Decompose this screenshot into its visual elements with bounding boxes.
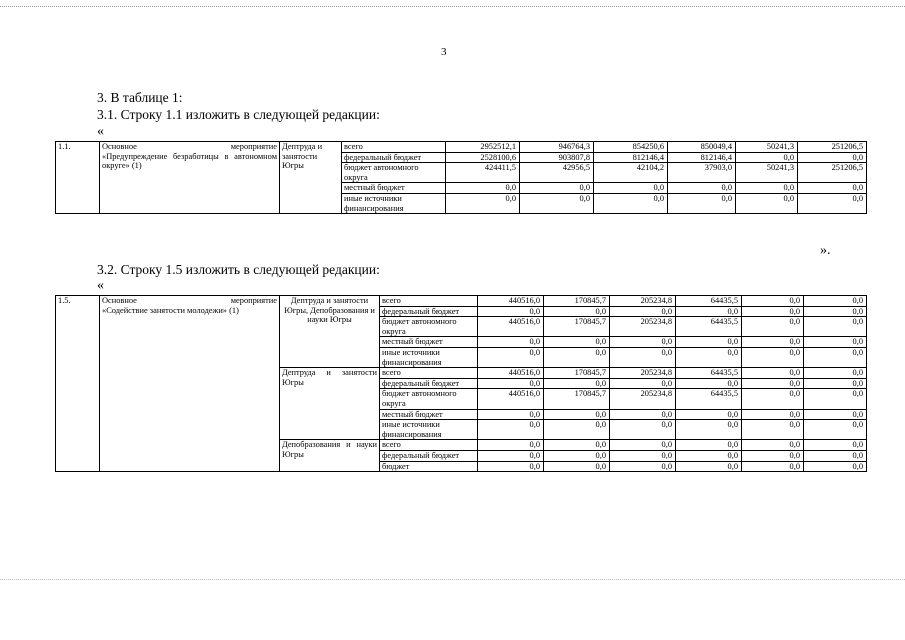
executor-name: Дептруда и занятости Югры (280, 368, 380, 440)
amount-cell: 440516,0 (478, 389, 544, 409)
amount-cell: 170845,7 (544, 317, 610, 337)
amount-cell: 170845,7 (544, 296, 610, 307)
amount-cell: 0,0 (676, 306, 742, 317)
amount-cell: 0,0 (594, 183, 668, 194)
amount-cell: 0,0 (610, 450, 676, 461)
amount-cell: 0,0 (478, 409, 544, 420)
amount-cell: 0,0 (676, 440, 742, 451)
amount-cell: 0,0 (544, 409, 610, 420)
table-row-1-5 (55, 295, 867, 472)
amount-cell: 205234,8 (610, 317, 676, 337)
amount-cell: 0,0 (676, 347, 742, 367)
amount-cell: 2952512,1 (446, 142, 520, 153)
amount-cell: 0,0 (610, 306, 676, 317)
amount-cell: 0,0 (676, 378, 742, 389)
finance-source-label: бюджет автономного округа (342, 163, 446, 183)
finance-source-label: бюджет (380, 461, 478, 472)
amount-cell: 0,0 (742, 296, 804, 307)
amount-cell: 0,0 (544, 440, 610, 451)
amount-cell: 50241,3 (736, 142, 798, 153)
amount-cell: 946764,3 (520, 142, 594, 153)
amount-cell: 0,0 (478, 461, 544, 472)
amount-cell: 850049,4 (668, 142, 736, 153)
amount-cell: 0,0 (610, 440, 676, 451)
event-name (100, 296, 280, 472)
amount-cell: 2528100,6 (446, 152, 520, 163)
amount-cell: 424411,5 (446, 163, 520, 183)
amount-cell: 0,0 (610, 409, 676, 420)
amount-cell: 0,0 (804, 368, 867, 379)
subsection-3-2-title: 3.2. Строку 1.5 изложить в следующей редакции: (97, 262, 380, 277)
amount-cell: 64435,5 (676, 317, 742, 337)
amount-cell: 0,0 (544, 306, 610, 317)
amount-cell: 0,0 (804, 317, 867, 337)
amount-cell: 0,0 (742, 317, 804, 337)
amount-cell: 0,0 (804, 440, 867, 451)
amount-cell: 0,0 (478, 306, 544, 317)
amount-cell: 0,0 (668, 183, 736, 194)
finance-source-label: иные источники финансирования (342, 193, 446, 213)
amount-cell: 0,0 (520, 193, 594, 213)
open-quote-2: « (97, 278, 104, 293)
subsection-3-1-title: 3.1. Строку 1.1 изложить в следующей редакции: (97, 107, 380, 122)
amount-cell: 0,0 (594, 193, 668, 213)
amount-cell: 0,0 (544, 337, 610, 348)
amount-cell: 0,0 (798, 152, 867, 163)
amount-cell: 0,0 (544, 378, 610, 389)
amount-cell: 0,0 (478, 420, 544, 440)
amount-cell: 0,0 (610, 337, 676, 348)
close-quote-1: ». (820, 243, 831, 258)
finance-source-label: федеральный бюджет (380, 450, 478, 461)
amount-cell: 0,0 (668, 193, 736, 213)
finance-source-label: иные источники финансирования (380, 420, 478, 440)
event-name (100, 142, 280, 214)
amount-cell: 0,0 (478, 347, 544, 367)
amount-cell: 0,0 (742, 378, 804, 389)
amount-cell: 0,0 (610, 461, 676, 472)
amount-cell: 170845,7 (544, 389, 610, 409)
amount-cell: 0,0 (804, 420, 867, 440)
amount-cell: 0,0 (478, 440, 544, 451)
amount-cell: 0,0 (676, 337, 742, 348)
amount-cell: 0,0 (804, 306, 867, 317)
amount-cell: 0,0 (736, 152, 798, 163)
finance-source-label: всего (342, 142, 446, 153)
amount-cell: 812146,4 (594, 152, 668, 163)
amount-cell: 0,0 (736, 193, 798, 213)
finance-source-label: бюджет автономного округа (380, 317, 478, 337)
event-title-line1: Основное мероприятие (102, 142, 277, 151)
amount-cell: 0,0 (544, 461, 610, 472)
finance-source-label: федеральный бюджет (380, 378, 478, 389)
amount-cell: 64435,5 (676, 368, 742, 379)
amount-cell: 0,0 (742, 409, 804, 420)
amount-cell: 440516,0 (478, 296, 544, 307)
section-heading: 3. В таблице 1: (97, 90, 183, 105)
amount-cell: 0,0 (742, 461, 804, 472)
amount-cell: 0,0 (676, 409, 742, 420)
event-title-rest: «Содействие занятости молодежи» (1) (102, 305, 239, 315)
finance-source-label: местный бюджет (342, 183, 446, 194)
amount-cell: 0,0 (610, 347, 676, 367)
amount-cell: 0,0 (736, 183, 798, 194)
event-title-rest: «Предупреждение безработицы в автономном округе» (1) (102, 151, 277, 171)
amount-cell: 205234,8 (610, 389, 676, 409)
amount-cell: 0,0 (478, 450, 544, 461)
finance-source-label: всего (380, 440, 478, 451)
finance-source-label: иные источники финансирования (380, 347, 478, 367)
amount-cell: 64435,5 (676, 296, 742, 307)
amount-cell: 42104,2 (594, 163, 668, 183)
amount-cell: 251206,5 (798, 142, 867, 153)
amount-cell: 0,0 (544, 450, 610, 461)
amount-cell: 0,0 (478, 378, 544, 389)
amount-cell: 205234,8 (610, 368, 676, 379)
row-number: 1.1. (56, 142, 100, 214)
table-row-1-1 (55, 141, 867, 214)
amount-cell: 205234,8 (610, 296, 676, 307)
amount-cell: 0,0 (520, 183, 594, 194)
finance-source-label: бюджет автономного округа (380, 389, 478, 409)
amount-cell: 0,0 (742, 347, 804, 367)
amount-cell: 440516,0 (478, 368, 544, 379)
amount-cell: 0,0 (804, 461, 867, 472)
amount-cell: 440516,0 (478, 317, 544, 337)
amount-cell: 170845,7 (544, 368, 610, 379)
finance-source-label: местный бюджет (380, 409, 478, 420)
amount-cell: 0,0 (676, 461, 742, 472)
amount-cell: 0,0 (804, 409, 867, 420)
amount-cell: 0,0 (742, 420, 804, 440)
amount-cell: 0,0 (446, 193, 520, 213)
amount-cell: 0,0 (798, 193, 867, 213)
amount-cell: 251206,5 (798, 163, 867, 183)
scan-edge-bottom (0, 579, 905, 580)
amount-cell: 0,0 (742, 440, 804, 451)
amount-cell: 0,0 (742, 389, 804, 409)
amount-cell: 0,0 (804, 389, 867, 409)
amount-cell: 0,0 (742, 368, 804, 379)
amount-cell: 0,0 (804, 450, 867, 461)
amount-cell: 0,0 (610, 420, 676, 440)
amount-cell: 0,0 (742, 337, 804, 348)
scan-edge-top (0, 6, 905, 7)
amount-cell: 50241,3 (736, 163, 798, 183)
amount-cell: 0,0 (676, 450, 742, 461)
table-row (56, 296, 867, 307)
amount-cell: 0,0 (544, 420, 610, 440)
amount-cell: 0,0 (804, 378, 867, 389)
row-number: 1.5. (56, 296, 100, 472)
amount-cell: 64435,5 (676, 389, 742, 409)
amount-cell: 0,0 (804, 337, 867, 348)
amount-cell: 0,0 (544, 347, 610, 367)
amount-cell: 37903,0 (668, 163, 736, 183)
amount-cell: 42956,5 (520, 163, 594, 183)
amount-cell: 812146,4 (668, 152, 736, 163)
executor-name: Дептруда и занятости Югры, Депобразования и науки Югры (280, 296, 380, 368)
executor-name: Дептруда и занятости Югры (280, 142, 342, 214)
amount-cell: 0,0 (804, 296, 867, 307)
finance-source-label: всего (380, 368, 478, 379)
event-title-line1: Основное мероприятие (102, 296, 277, 305)
finance-source-label: федеральный бюджет (342, 152, 446, 163)
amount-cell: 0,0 (804, 347, 867, 367)
amount-cell: 854250,6 (594, 142, 668, 153)
amount-cell: 0,0 (610, 378, 676, 389)
executor-name: Депобразования и науки Югры (280, 440, 380, 472)
finance-source-label: местный бюджет (380, 337, 478, 348)
amount-cell: 903807,8 (520, 152, 594, 163)
amount-cell: 0,0 (742, 306, 804, 317)
amount-cell: 0,0 (676, 420, 742, 440)
finance-source-label: федеральный бюджет (380, 306, 478, 317)
amount-cell: 0,0 (446, 183, 520, 194)
table-row (56, 142, 867, 153)
amount-cell: 0,0 (478, 337, 544, 348)
amount-cell: 0,0 (798, 183, 867, 194)
page-number: 3 (441, 46, 447, 58)
finance-source-label: всего (380, 296, 478, 307)
open-quote-1: « (97, 124, 104, 139)
amount-cell: 0,0 (742, 450, 804, 461)
